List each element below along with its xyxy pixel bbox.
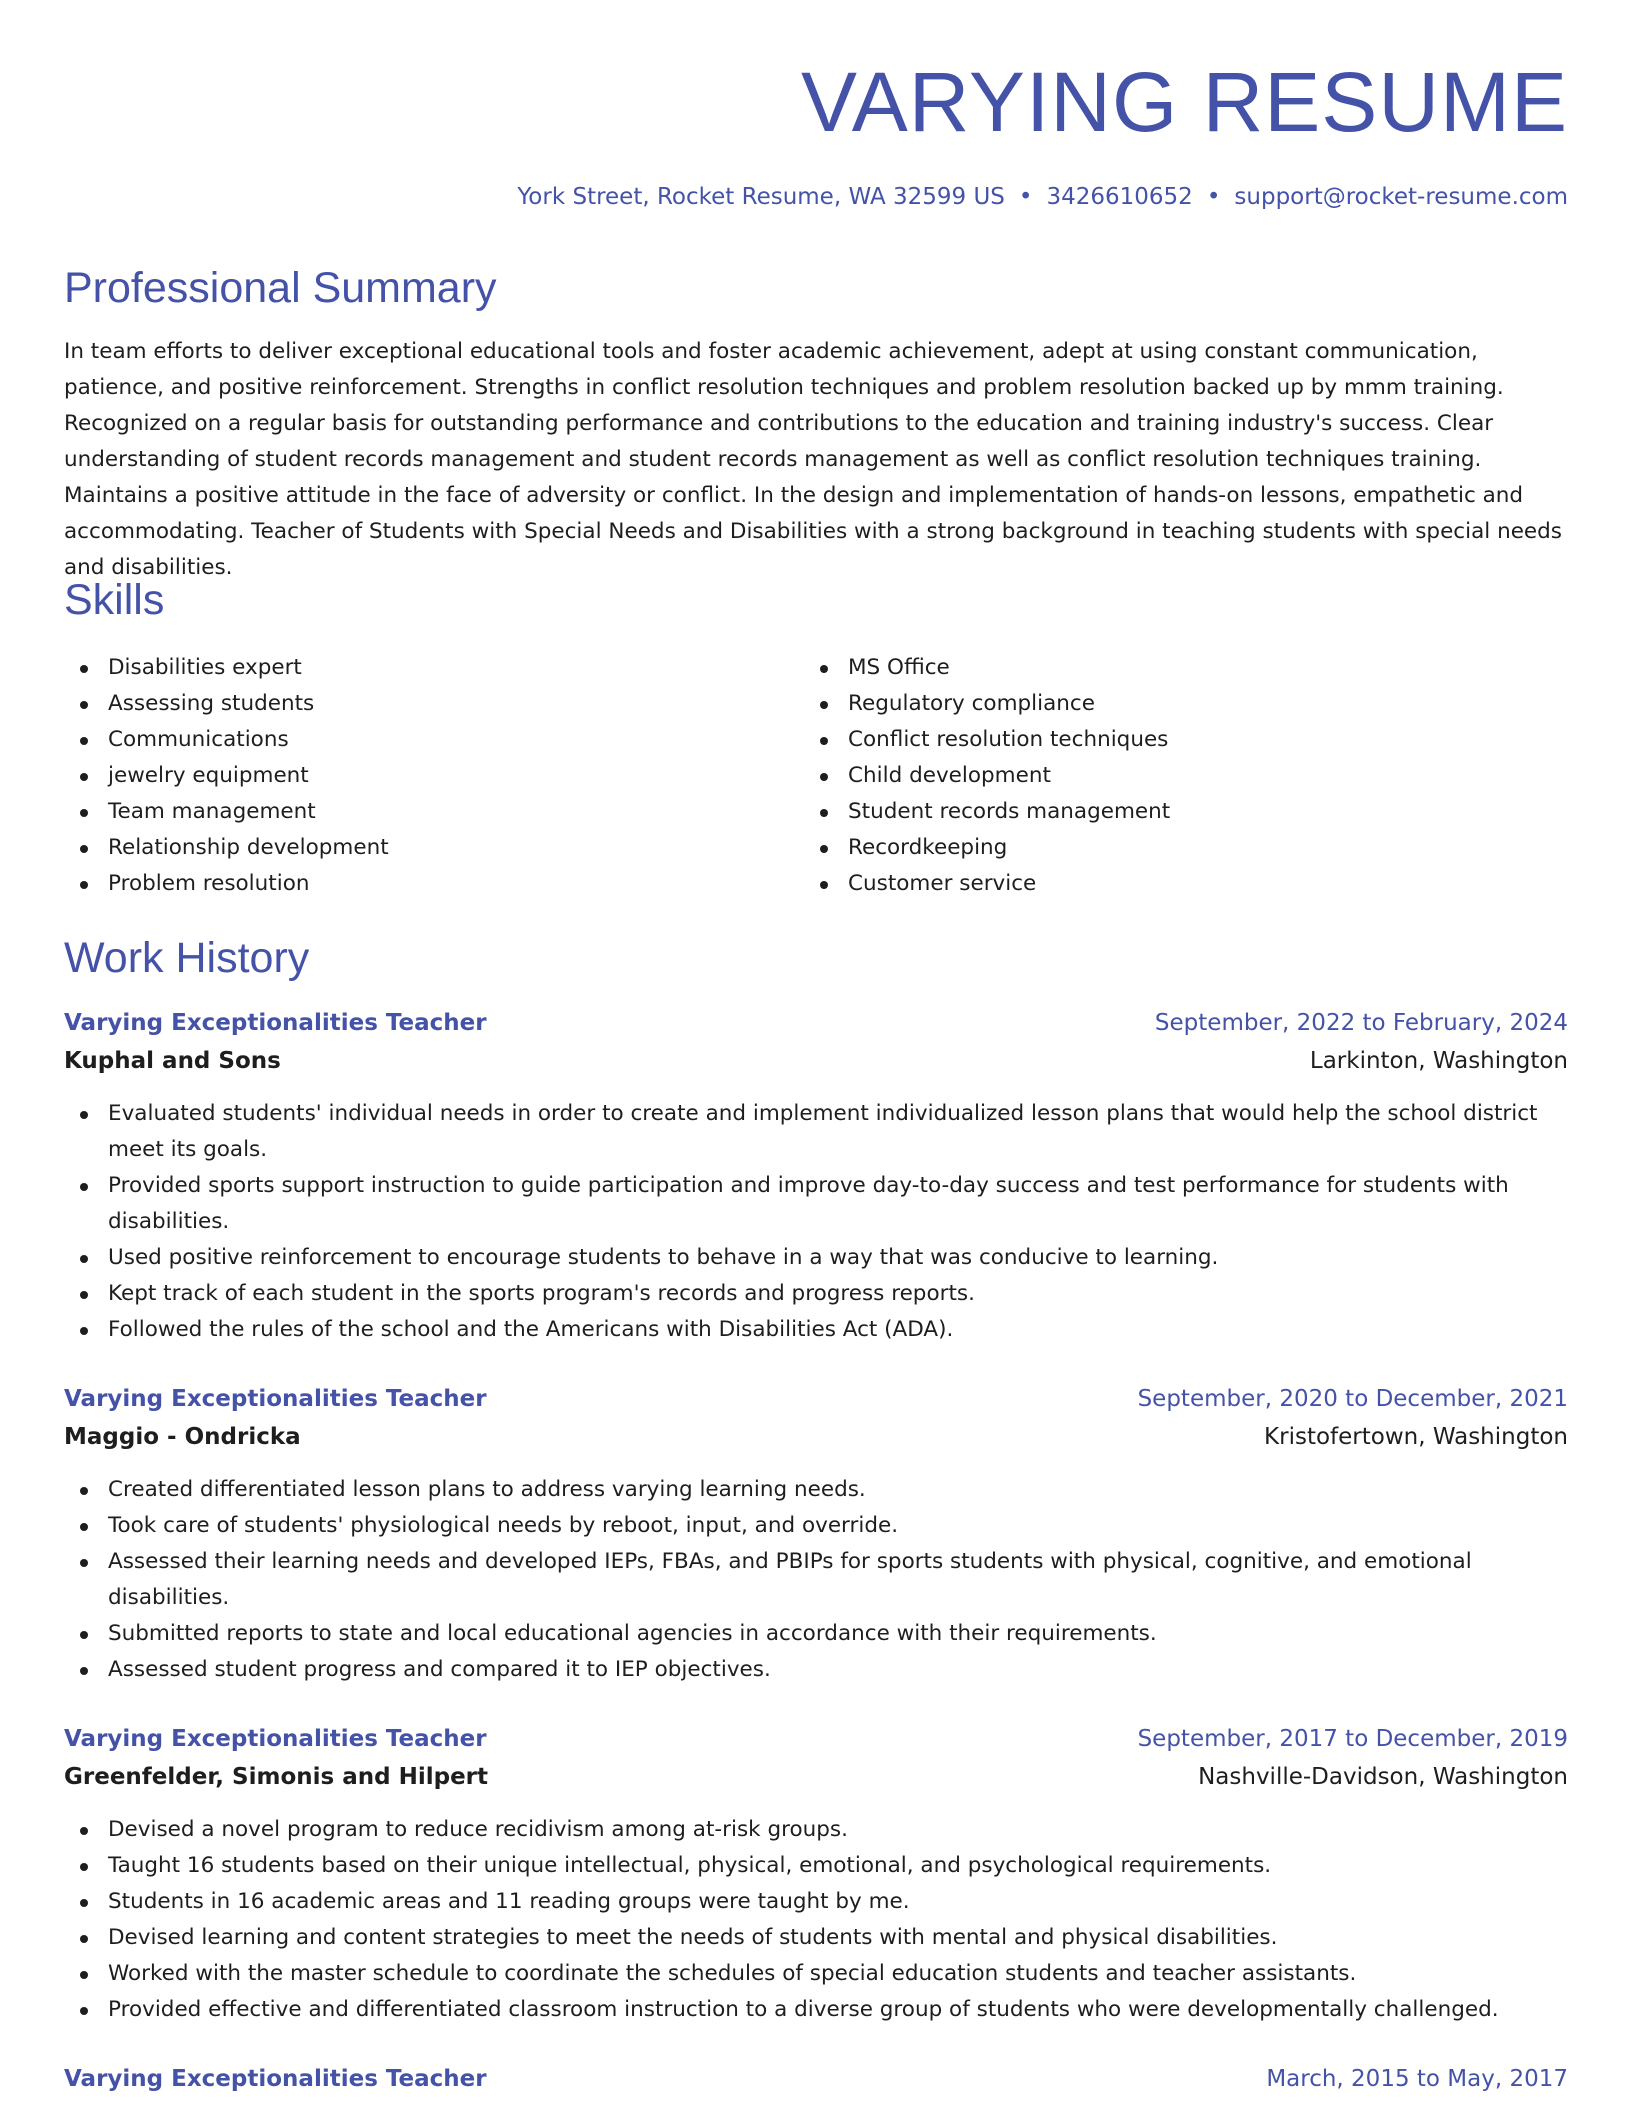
job-dates: September, 2017 to December, 2019: [1137, 1726, 1568, 1752]
skill-item: MS Office: [804, 650, 1524, 686]
skills-list-right: [804, 650, 1524, 902]
job-dates: March, 2015 to May, 2017: [1266, 2066, 1568, 2092]
job-bullets: [64, 1812, 1568, 2028]
job-bullet: Kept track of each student in the sports program's records and progress reports.: [64, 1276, 1568, 1312]
job-bullet: Taught 16 students based on their unique intellectual, physical, emotional, and psychological requirements.: [64, 1848, 1568, 1884]
job-bullet: Provided effective and differentiated classroom instruction to a diverse group of students who were developmentally challenged.: [64, 1992, 1568, 2028]
work-history-heading: Work History: [64, 934, 310, 982]
job-title: Varying Exceptionalities Teacher: [64, 1386, 487, 1412]
job-dates: September, 2020 to December, 2021: [1137, 1386, 1568, 1412]
contact-phone: 3426610652: [1046, 184, 1193, 210]
job-bullet: Submitted reports to state and local educational agencies in accordance with their requirements.: [64, 1616, 1568, 1652]
job-bullet: Created differentiated lesson plans to address varying learning needs.: [64, 1472, 1568, 1508]
job-bullet: Followed the rules of the school and the Americans with Disabilities Act (ADA).: [64, 1312, 1568, 1348]
job-company: Maggio - Ondricka: [64, 1424, 301, 1450]
job-bullet: Provided sports support instruction to guide participation and improve day-to-day success and test performance for students with disabilities.: [64, 1168, 1568, 1240]
job-location: Nashville-Davidson, Washington: [1198, 1764, 1568, 1790]
job-bullet: Devised a novel program to reduce recidivism among at-risk groups.: [64, 1812, 1568, 1848]
job-title: Varying Exceptionalities Teacher: [64, 1010, 487, 1036]
job-header: [64, 1720, 1568, 1758]
job-bullet: Devised learning and content strategies to meet the needs of students with mental and physical disabilities.: [64, 1920, 1568, 1956]
contact-email[interactable]: support@rocket-resume.com: [1234, 184, 1568, 210]
contact-separator: •: [1018, 184, 1033, 210]
skill-item: Assessing students: [64, 686, 784, 722]
contact-line: [517, 180, 1568, 214]
job-header: [64, 2060, 1568, 2098]
resume-name: VARYING RESUME: [800, 55, 1568, 149]
job-location: Larkinton, Washington: [1309, 1048, 1568, 1074]
job-header: [64, 1004, 1568, 1042]
skill-item: jewelry equipment: [64, 758, 784, 794]
skills-list-left: [64, 650, 784, 902]
job-entry: [64, 2060, 1568, 2098]
job-bullet: Evaluated students' individual needs in order to create and implement individualized lesson plans that would help the school district meet its goals.: [64, 1096, 1568, 1168]
skill-item: Conflict resolution techniques: [804, 722, 1524, 758]
job-bullets: [64, 1472, 1568, 1688]
summary-heading: Professional Summary: [64, 264, 497, 312]
job-entry: [64, 1720, 1568, 2028]
skill-item: Regulatory compliance: [804, 686, 1524, 722]
job-bullets: [64, 1096, 1568, 1348]
job-bullet: Students in 16 academic areas and 11 reading groups were taught by me.: [64, 1884, 1568, 1920]
job-bullet: Assessed their learning needs and developed IEPs, FBAs, and PBIPs for sports students with physical, cognitive, and emotional disabilities.: [64, 1544, 1568, 1616]
skill-item: Recordkeeping: [804, 830, 1524, 866]
skill-item: Customer service: [804, 866, 1524, 902]
skill-item: Disabilities expert: [64, 650, 784, 686]
skill-item: Communications: [64, 722, 784, 758]
skill-item: Problem resolution: [64, 866, 784, 902]
job-bullet: Worked with the master schedule to coordinate the schedules of special education students and teacher assistants.: [64, 1956, 1568, 1992]
job-bullet: Used positive reinforcement to encourage students to behave in a way that was conducive to learning.: [64, 1240, 1568, 1276]
skill-item: Team management: [64, 794, 784, 830]
job-header: [64, 1380, 1568, 1418]
job-title: Varying Exceptionalities Teacher: [64, 2066, 487, 2092]
job-bullet: Assessed student progress and compared it to IEP objectives.: [64, 1652, 1568, 1688]
job-employer-row: [64, 1042, 1568, 1080]
summary-text: In team efforts to deliver exceptional educational tools and foster academic achievement, adept at using constant communication, patience, and positive reinforcement. Strengths in conflict resolution techniques and problem resolution backed up by mmm training. Recognized on a regular basis for outstanding performance and contributions to the education and training industry's success. Clear understanding of student records management and student records management as well as conflict resolution techniques training. Maintains a positive attitude in the face of adversity or conflict. In the design and implementation of hands-on lessons, empathetic and accommodating. Teacher of Students with Special Needs and Disabilities with a strong background in teaching students with special needs and disabilities.: [64, 339, 1562, 580]
skill-item: Child development: [804, 758, 1524, 794]
job-location: Kristofertown, Washington: [1264, 1424, 1568, 1450]
skill-item: Student records management: [804, 794, 1524, 830]
job-dates: September, 2022 to February, 2024: [1154, 1010, 1568, 1036]
contact-address: York Street, Rocket Resume, WA 32599 US: [517, 184, 1005, 210]
skill-item: Relationship development: [64, 830, 784, 866]
job-title: Varying Exceptionalities Teacher: [64, 1726, 487, 1752]
job-employer-row: [64, 1758, 1568, 1796]
job-bullet: Took care of students' physiological needs by reboot, input, and override.: [64, 1508, 1568, 1544]
skills-heading: Skills: [64, 576, 165, 624]
job-entry: [64, 1004, 1568, 1348]
job-company: Greenfelder, Simonis and Hilpert: [64, 1764, 489, 1790]
job-entry: [64, 1380, 1568, 1688]
job-company: Kuphal and Sons: [64, 1048, 281, 1074]
job-employer-row: [64, 1418, 1568, 1456]
contact-separator: •: [1206, 184, 1221, 210]
